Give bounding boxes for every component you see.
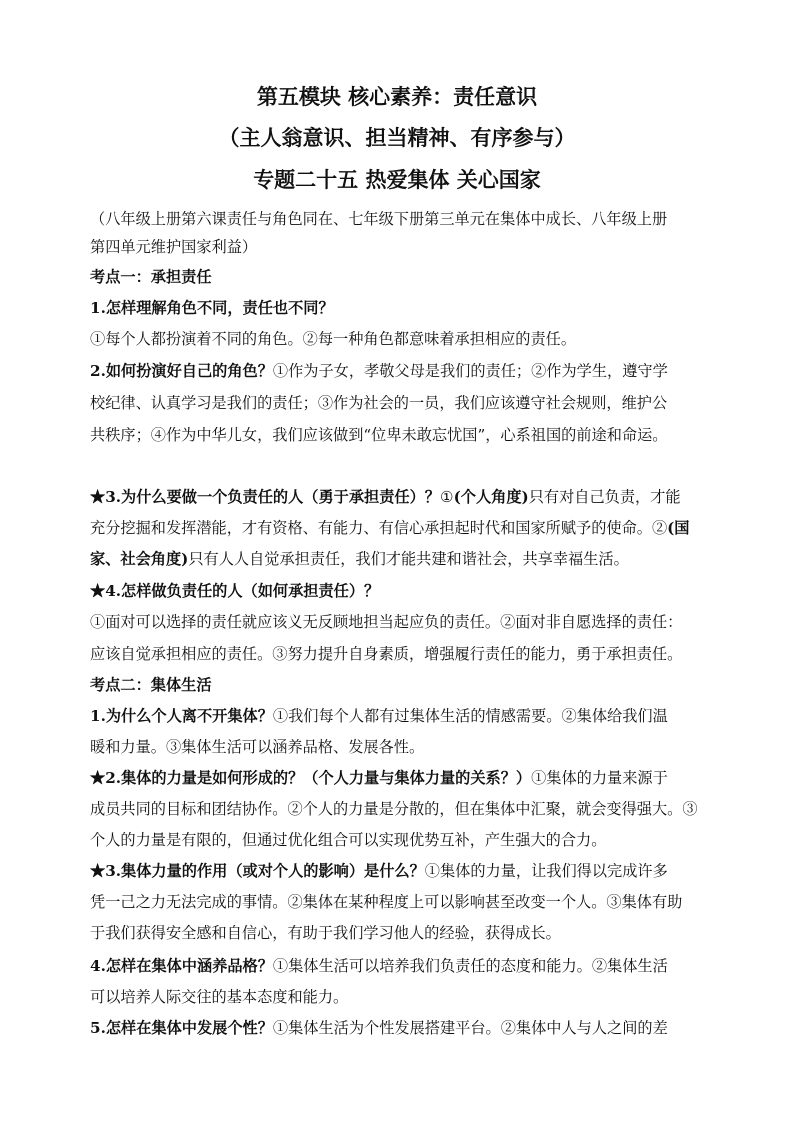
question-2-4-title: 4.怎样在集体中涵养品格？ bbox=[90, 957, 273, 975]
section-heading-1: 考点一：承担责任 bbox=[90, 268, 212, 286]
section-heading-2: 考点二：集体生活 bbox=[90, 676, 212, 694]
question-2-3-line-3: 于我们获得安全感和自信心，有助于我们学习他人的经验，获得成长。 bbox=[90, 924, 561, 942]
question-1-4-line-2: 应该自觉承担相应的责任。③努力提升自身素质，增强履行责任的能力，勇于承担责任。 bbox=[90, 645, 683, 663]
question-1-2-line-3: 共秩序；④作为中华儿女，我们应该做到“位卑未敢忘忧国”，心系祖国的前途和命运。 bbox=[90, 426, 668, 444]
question-2-3-answer-start: ①集体的力量，让我们得以完成许多 bbox=[424, 862, 668, 880]
question-1-3-line-3-text: 只有人人自觉承担责任，我们才能共建和谐社会，共享幸福生活。 bbox=[188, 550, 629, 568]
question-1-2-line-2: 校纪律、认真学习是我们的责任；③作为社会的一员，我们应该遵守社会规则，维护公 bbox=[90, 394, 668, 412]
question-1-2-line-1 bbox=[90, 360, 716, 382]
module-subtitle: （主人翁意识、担当精神、有序参与） bbox=[218, 125, 576, 150]
question-2-2-line-3: 个人的力量是有限的，但通过优化组合可以实现优势互补，产生强大的合力。 bbox=[90, 831, 607, 849]
question-2-4-line-1 bbox=[90, 955, 716, 977]
question-1-3-answer-start: 只有对自己负责，才能 bbox=[528, 488, 681, 506]
question-1-3-individual-angle: (个人角度) bbox=[453, 488, 529, 506]
question-2-3-title: ★3.集体力量的作用（或对个人的影响）是什么？ bbox=[90, 862, 425, 880]
question-2-1-line-1 bbox=[90, 705, 716, 727]
question-2-1-line-2: 暖和力量。③集体生活可以涵养品格、发展各性。 bbox=[90, 738, 425, 756]
question-1-3-line-3 bbox=[90, 548, 716, 570]
question-1-4-line-1: ①面对可以选择的责任就应该义无反顾地担当起应负的责任。②面对非自愿选择的责任： bbox=[90, 613, 683, 631]
intro-line-1: （八年级上册第六课责任与角色同在、七年级下册第三单元在集体中成长、八年级上册 bbox=[90, 210, 668, 228]
question-1-1-answer: ①每个人都扮演着不同的角色。②每一种角色都意味着承担相应的责任。 bbox=[90, 330, 576, 348]
question-1-3-line-1 bbox=[90, 486, 716, 508]
question-1-2-answer-start: ①作为子女，孝敬父母是我们的责任；②作为学生，遵守学 bbox=[272, 362, 668, 380]
question-2-1-title: 1.为什么个人离不开集体？ bbox=[90, 707, 273, 725]
question-2-2-answer-start: ①集体的力量来源于 bbox=[531, 769, 668, 787]
question-1-4-title: ★4.怎样做负责任的人（如何承担责任）？ bbox=[90, 582, 380, 600]
question-2-4-line-2: 可以培养人际交往的基本态度和能力。 bbox=[90, 988, 349, 1006]
question-2-3-line-1 bbox=[90, 860, 716, 882]
question-2-1-answer-start: ①我们每个人都有过集体生活的情感需要。②集体给我们温 bbox=[272, 707, 668, 725]
question-2-2-title: ★2.集体的力量是如何形成的？（个人力量与集体力量的关系？） bbox=[90, 769, 532, 787]
question-2-5-line-1 bbox=[90, 1017, 716, 1039]
topic-title: 专题二十五 热爱集体 关心国家 bbox=[253, 167, 541, 192]
question-1-3-marker: ① bbox=[439, 488, 454, 506]
question-2-5-answer-start: ①集体生活为个性发展搭建平台。②集体中人与人之间的差 bbox=[272, 1019, 668, 1037]
module-title: 第五模块 核心素养：责任意识 bbox=[256, 84, 538, 109]
intro-line-2: 第四单元维护国家利益） bbox=[90, 238, 258, 256]
question-2-5-title: 5.怎样在集体中发展个性？ bbox=[90, 1019, 273, 1037]
question-2-2-line-2: 成员共同的目标和团结协作。②个人的力量是分散的，但在集体中汇聚，就会变得强大。③ bbox=[90, 800, 698, 818]
question-1-3-title: ★3.为什么要做一个负责任的人（勇于承担责任）？ bbox=[90, 488, 440, 506]
question-2-4-answer-start: ①集体生活可以培养我们负责任的态度和能力。②集体生活 bbox=[272, 957, 668, 975]
question-1-2-title: 2.如何扮演好自己的角色？ bbox=[90, 362, 273, 380]
question-1-3-country-angle-end: 家、社会角度) bbox=[90, 550, 189, 568]
question-2-3-line-2: 凭一己之力无法完成的事情。②集体在某种程度上可以影响甚至改变一个人。③集体有助 bbox=[90, 893, 683, 911]
question-1-3-country-angle-start: (国 bbox=[667, 519, 690, 537]
question-1-3-line-2 bbox=[90, 517, 716, 539]
question-1-1-title: 1.怎样理解角色不同，责任也不同？ bbox=[90, 299, 334, 317]
question-1-3-line-2-text: 充分挖掘和发挥潜能，才有资格、有能力、有信心承担起时代和国家所赋予的使命。② bbox=[90, 519, 668, 537]
question-2-2-line-1 bbox=[90, 767, 716, 789]
